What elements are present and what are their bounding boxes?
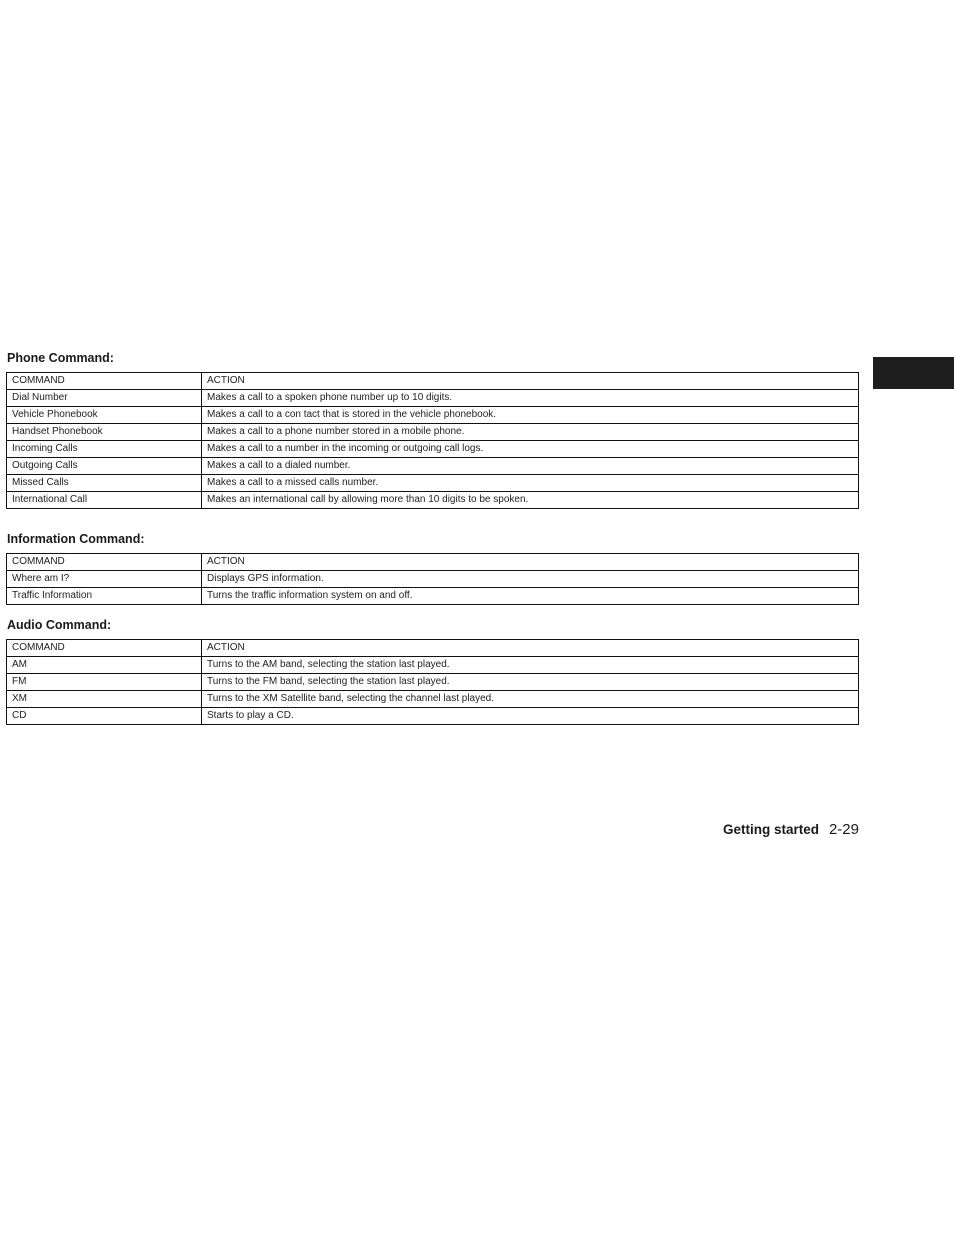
action-cell: Turns to the FM band, selecting the station last played.	[202, 674, 859, 691]
action-header: ACTION	[202, 373, 859, 390]
action-cell: Turns to the AM band, selecting the station last played.	[202, 657, 859, 674]
chapter-tab	[873, 357, 954, 389]
table-row	[7, 475, 859, 492]
page-number: 2-29	[828, 821, 859, 838]
command-cell: Outgoing Calls	[7, 458, 202, 475]
action-cell: Starts to play a CD.	[202, 708, 859, 725]
action-cell: Makes a call to a spoken phone number up to 10 digits.	[202, 390, 859, 407]
command-header: COMMAND	[7, 373, 202, 390]
information-command-table	[6, 553, 859, 605]
command-cell: Handset Phonebook	[7, 424, 202, 441]
command-cell: International Call	[7, 492, 202, 509]
command-cell: Traffic Information	[7, 588, 202, 605]
command-cell: FM	[7, 674, 202, 691]
information-command-heading: Information Command:	[7, 532, 145, 546]
page-footer	[723, 821, 859, 839]
table-header-row	[7, 373, 859, 390]
action-cell: Makes a call to a number in the incoming or outgoing call logs.	[202, 441, 859, 458]
phone-command-heading: Phone Command:	[7, 351, 114, 365]
table-row	[7, 691, 859, 708]
command-cell: Missed Calls	[7, 475, 202, 492]
table-header-row	[7, 554, 859, 571]
action-cell: Displays GPS information.	[202, 571, 859, 588]
phone-command-table	[6, 372, 859, 509]
audio-command-heading: Audio Command:	[7, 618, 112, 632]
command-cell: Incoming Calls	[7, 441, 202, 458]
table-row	[7, 390, 859, 407]
command-header: COMMAND	[7, 554, 202, 571]
action-cell: Makes a call to a dialed number.	[202, 458, 859, 475]
command-cell: CD	[7, 708, 202, 725]
command-cell: Where am I?	[7, 571, 202, 588]
action-cell: Turns the traffic information system on and off.	[202, 588, 859, 605]
command-header: COMMAND	[7, 640, 202, 657]
table-row	[7, 441, 859, 458]
command-cell: Vehicle Phonebook	[7, 407, 202, 424]
action-header: ACTION	[202, 640, 859, 657]
command-cell: XM	[7, 691, 202, 708]
command-cell: Dial Number	[7, 390, 202, 407]
action-cell: Makes a call to a missed calls number.	[202, 475, 859, 492]
action-cell: Makes a call to a con tact that is stored in the vehicle phonebook.	[202, 407, 859, 424]
action-cell: Makes a call to a phone number stored in a mobile phone.	[202, 424, 859, 441]
action-cell: Turns to the XM Satellite band, selecting the channel last played.	[202, 691, 859, 708]
table-row	[7, 492, 859, 509]
table-row	[7, 407, 859, 424]
table-row	[7, 588, 859, 605]
table-row	[7, 708, 859, 725]
command-cell: AM	[7, 657, 202, 674]
table-row	[7, 424, 859, 441]
action-cell: Makes an international call by allowing more than 10 digits to be spoken.	[202, 492, 859, 509]
table-row	[7, 458, 859, 475]
action-header: ACTION	[202, 554, 859, 571]
footer-section-title: Getting started	[722, 822, 819, 837]
table-row	[7, 571, 859, 588]
table-row	[7, 657, 859, 674]
table-row	[7, 674, 859, 691]
audio-command-table	[6, 639, 859, 725]
table-header-row	[7, 640, 859, 657]
